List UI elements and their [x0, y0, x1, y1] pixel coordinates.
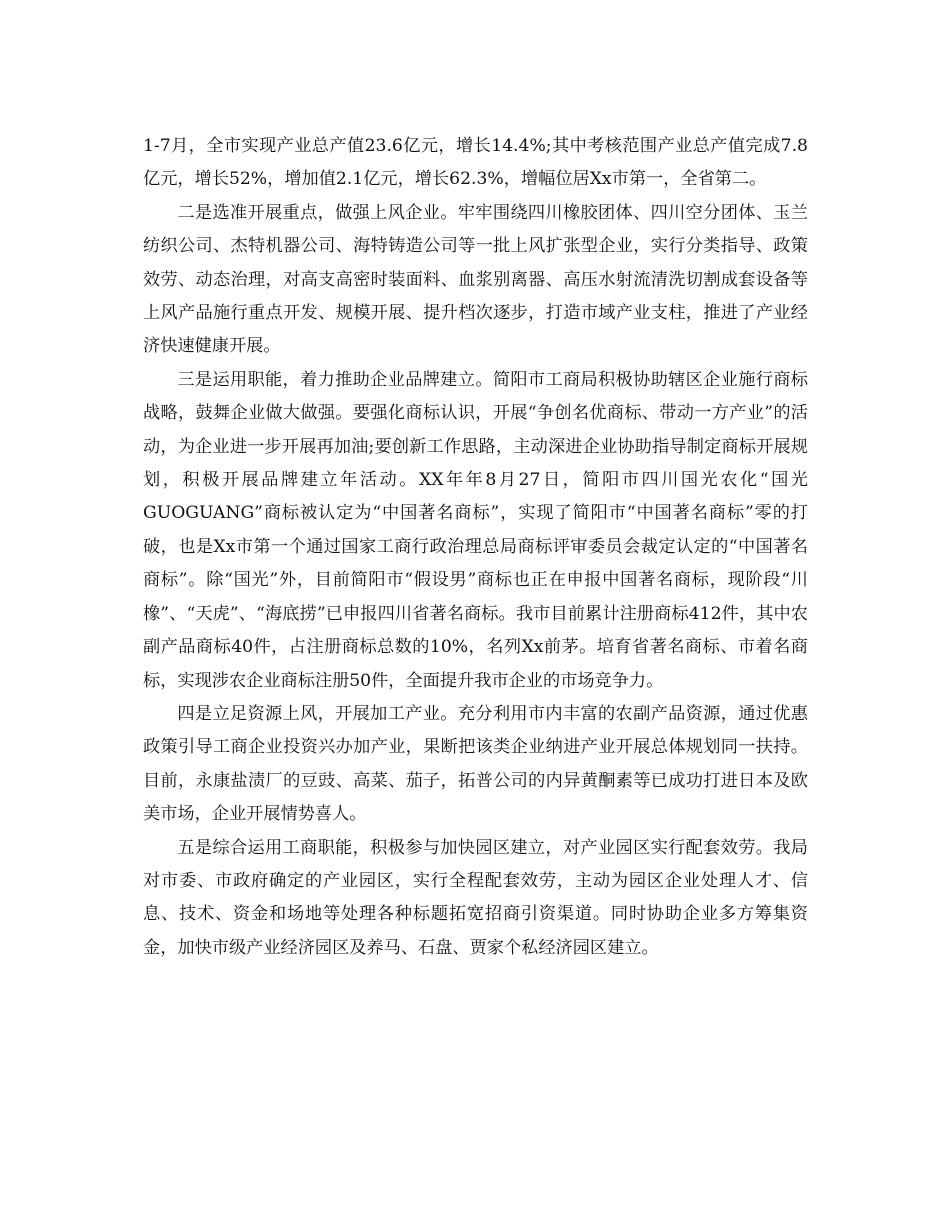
- paragraph-4: 四是立足资源上风，开展加工产业。充分利用市内丰富的农副产品资源，通过优惠政策引导工商企业投资兴办加产业，果断把该类企业纳进产业开展总体规划同一扶持。目前，永康盐渍厂的豆豉、高菜、茄子，拓普公司的内异黄酮素等已成功打进日本及欧美市场，企业开展情势喜人。: [143, 703, 808, 825]
- paragraph-3: 三是运用职能，着力推助企业品牌建立。简阳市工商局积极协助辖区企业施行商标战略，鼓舞企业做大做强。要强化商标认识，开展“争创名优商标、带动一方产业”的活动，为企业进一步开展再加油;要创新工作思路，主动深进企业协助指导制定商标开展规划，积极开展品牌建立年活动。XX年年8月27日，简阳市四川国光农化“国光GUOGUANG”商标被认定为“中国著名商标”，实现了简阳市“中国著名商标”零的打破，也是Xx市第一个通过国家工商行政治理总局商标评审委员会裁定认定的“中国著名商标”。除“国光”外，目前简阳市“假设男”商标也正在申报中国著名商标，现阶段“川橡”、“天虎”、“海底捞”已申报四川省著名商标。我市目前累计注册商标412件，其中农副产品商标40件，占注册商标总数的10%，名列Xx前茅。培育省著名商标、市着名商标，实现涉农企业商标注册50件，全面提升我市企业的市场竞争力。: [143, 369, 808, 691]
- paragraph-1: 1-7月，全市实现产业总产值23.6亿元，增长14.4%;其中考核范围产业总产值完成7.8亿元，增长52%，增加值2.1亿元，增长62.3%，增幅位居Xx市第一，全省第二。: [143, 136, 808, 190]
- paragraph-2: 二是选准开展重点，做强上风企业。牢牢围绕四川橡胶团体、四川空分团体、玉兰纺织公司、杰特机器公司、海特铸造公司等一批上风扩张型企业，实行分类指导、政策效劳、动态治理，对高支高密时装面料、血浆别离器、高压水射流清洗切割成套设备等上风产品施行重点开发、规模开展、提升档次逐步，打造市域产业支柱，推进了产业经济快速健康开展。: [143, 202, 808, 357]
- paragraph-5: 五是综合运用工商职能，积极参与加快园区建立，对产业园区实行配套效劳。我局对市委、市政府确定的产业园区，实行全程配套效劳，主动为园区企业处理人才、信息、技术、资金和场地等处理各种标题拓宽招商引资渠道。同时协助企业多方筹集资金，加快市级产业经济园区及养马、石盘、贾家个私经济园区建立。: [143, 837, 808, 958]
- document-body: [143, 130, 808, 965]
